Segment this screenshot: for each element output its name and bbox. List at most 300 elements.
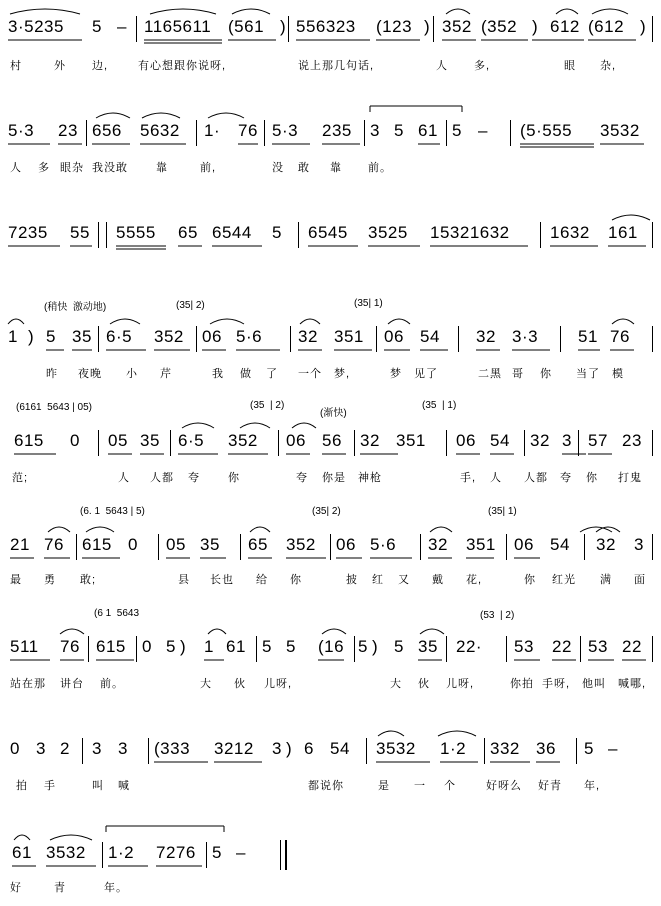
note-group: 05: [108, 431, 128, 450]
lyric: 儿呀,: [264, 678, 293, 690]
note-group: 6·5: [106, 327, 133, 346]
lyric: 喊哪,: [618, 678, 647, 690]
note-group: 35: [418, 637, 438, 656]
note-group: 06: [514, 535, 534, 554]
slur: [10, 9, 80, 14]
lyric: 敢: [298, 162, 310, 174]
lyric: 昨: [46, 368, 58, 380]
note-group: 3: [634, 535, 644, 554]
note-group: 5: [584, 739, 594, 758]
bar-line: [298, 222, 299, 248]
lyric: 大: [200, 678, 212, 690]
lyric: 眼杂: [60, 162, 84, 174]
lyric: 说上那几句话,: [298, 60, 375, 72]
lyric: 人都: [524, 472, 548, 484]
lyric: 你: [290, 574, 302, 586]
note-group: 51: [578, 327, 598, 346]
bar-line: [354, 636, 355, 662]
note-group: 6·5: [178, 431, 205, 450]
bar-line: [278, 430, 279, 456]
lyric: 你: [228, 472, 240, 484]
note-group: 6: [304, 739, 314, 758]
note-group: 54: [330, 739, 350, 758]
note-group: (352: [481, 17, 518, 36]
bar-line: [82, 738, 83, 764]
system-6-lyrics: [0, 572, 661, 588]
note-group: (123: [376, 17, 413, 36]
lyric: 前。: [368, 162, 392, 174]
lyric: 范;: [12, 472, 29, 484]
note-group: 3·3: [512, 327, 539, 346]
note-group: 5: [286, 637, 296, 656]
lyric: 花,: [466, 574, 483, 586]
accompaniment-marking: (53 | 2): [480, 610, 515, 621]
bar-line: [88, 636, 89, 662]
bar-line: [86, 120, 87, 146]
lyric: 打鬼: [618, 472, 642, 484]
system-8-lyrics: [0, 778, 661, 794]
bar-line: [206, 842, 207, 868]
bar-line: [354, 430, 355, 456]
note-group: 5: [272, 223, 282, 242]
note-group: 5: [394, 637, 404, 656]
note-group: 57: [588, 431, 608, 450]
note-group: 3: [562, 431, 572, 450]
note-group: 53: [588, 637, 608, 656]
note-group: 5·3: [8, 121, 35, 140]
slur: [430, 527, 452, 532]
note-group: 32: [360, 431, 380, 450]
note-group: 3: [92, 739, 102, 758]
note-group: ): [28, 327, 35, 346]
note-group: 5·6: [370, 535, 397, 554]
lyric: 人: [10, 162, 22, 174]
lyric: 年,: [584, 780, 601, 792]
note-group: 55: [70, 223, 90, 242]
lyric: 满: [600, 574, 612, 586]
system-1-notes: [0, 16, 661, 38]
bar-line: [652, 534, 653, 560]
note-group: 656: [92, 121, 122, 140]
bar-line: [136, 636, 137, 662]
lyric: 你拍: [510, 678, 534, 690]
slur: [96, 113, 130, 118]
note-group: 06: [456, 431, 476, 450]
lyric: 村: [10, 60, 22, 72]
bar-line: [170, 430, 171, 456]
note-group: 61: [12, 843, 32, 862]
bar-line: [136, 16, 137, 42]
note-group: ): [180, 637, 187, 656]
system-9-notes: [0, 842, 661, 864]
slur: [292, 423, 316, 428]
system-1-lyrics: [0, 58, 661, 74]
lyric: 多: [38, 162, 50, 174]
bar-line: [652, 636, 653, 662]
lyric: 手,: [460, 472, 477, 484]
note-group: 161: [608, 223, 638, 242]
lyric: 红: [372, 574, 384, 586]
lyric: 前,: [200, 162, 217, 174]
lyric: 芹: [160, 368, 172, 380]
note-group: ): [280, 17, 287, 36]
note-group: –: [608, 739, 618, 758]
note-group: ): [424, 17, 431, 36]
system-4-lyrics: [0, 366, 661, 382]
lyric: 边,: [92, 60, 109, 72]
note-group: 3532: [600, 121, 640, 140]
bar-line: [366, 738, 367, 764]
lyric: 手呀,: [542, 678, 571, 690]
bar-line: [446, 430, 447, 456]
bar-line: [576, 738, 577, 764]
slur: [8, 319, 24, 324]
slur: [48, 527, 70, 532]
bar-line: [580, 636, 581, 662]
note-group: 76: [238, 121, 258, 140]
bar-line: [433, 16, 434, 42]
final-bar-line-thick: [285, 840, 287, 870]
lyric: 好青: [538, 780, 562, 792]
lyric: 神枪: [358, 472, 382, 484]
lyric: 最: [10, 574, 22, 586]
lyric: 做: [240, 368, 252, 380]
note-group: ): [372, 637, 379, 656]
lyric: 夸: [296, 472, 308, 484]
lyric: 好呀么: [486, 780, 522, 792]
accompaniment-marking: (6 1 5643: [94, 608, 140, 619]
lyric: 给: [256, 574, 268, 586]
lyric: 伙: [234, 678, 246, 690]
note-group: 351: [466, 535, 496, 554]
note-group: 35: [200, 535, 220, 554]
note-group: 351: [334, 327, 364, 346]
lyric: 前。: [100, 678, 124, 690]
note-group: 5·3: [272, 121, 299, 140]
note-group: 22: [622, 637, 642, 656]
system-3-notes: [0, 222, 661, 244]
note-group: –: [236, 843, 246, 862]
note-group: 0: [142, 637, 152, 656]
slur: [208, 113, 244, 118]
note-group: 06: [286, 431, 306, 450]
system-2-lyrics: [0, 160, 661, 176]
lyric: 戴: [432, 574, 444, 586]
slur: [210, 319, 244, 324]
note-group: 1: [8, 327, 18, 346]
note-group: 352: [154, 327, 184, 346]
bar-line: [376, 326, 377, 352]
note-group: ): [286, 739, 293, 758]
note-group: 3: [370, 121, 380, 140]
note-group: 3·5235: [8, 17, 64, 36]
note-group: 3: [36, 739, 46, 758]
bar-line: [446, 120, 447, 146]
note-group: 06: [202, 327, 222, 346]
bar-line: [102, 842, 103, 868]
note-group: 1632: [550, 223, 590, 242]
lyric: 夸: [560, 472, 572, 484]
lyric: 是: [378, 780, 390, 792]
note-group: 32: [298, 327, 318, 346]
slur: [182, 423, 214, 428]
bar-line: [458, 326, 459, 352]
note-group: 54: [490, 431, 510, 450]
system-9-lyrics: [0, 880, 661, 896]
lyric: 模: [612, 368, 624, 380]
lyric: 你: [586, 472, 598, 484]
bar-line: [484, 738, 485, 764]
bar-line: [506, 636, 507, 662]
slur: [580, 527, 612, 532]
bar-line: [158, 534, 159, 560]
note-group: 76: [44, 535, 64, 554]
slur: [388, 319, 410, 324]
bar-line: [288, 16, 289, 42]
lyric: 个: [444, 780, 456, 792]
bar-line: [76, 534, 77, 560]
note-group: 615: [82, 535, 112, 554]
note-group: ): [640, 17, 647, 36]
lyric: 杂,: [600, 60, 617, 72]
accompaniment-marking: (35 | 2): [250, 400, 285, 411]
lyric: 叫: [92, 780, 104, 792]
lyric: 夜晚: [78, 368, 102, 380]
system-4-notes: [0, 326, 661, 348]
final-bar-line: [280, 840, 281, 870]
note-group: 3525: [368, 223, 408, 242]
note-group: 36: [536, 739, 556, 758]
note-group: 7235: [8, 223, 48, 242]
note-group: 61: [418, 121, 438, 140]
note-group: 5: [358, 637, 368, 656]
lyric: 外: [54, 60, 66, 72]
note-group: 352: [442, 17, 472, 36]
bar-line: [196, 120, 197, 146]
note-group: (5·555: [520, 121, 573, 140]
lyric: 手: [44, 780, 56, 792]
bar-line: [420, 534, 421, 560]
note-group: 351: [396, 431, 426, 450]
lyric: 披: [346, 574, 358, 586]
note-group: 23: [622, 431, 642, 450]
lyric: 好: [10, 882, 22, 894]
lyric: 一个: [298, 368, 322, 380]
note-group: 3: [272, 739, 282, 758]
bar-line: [652, 222, 653, 248]
lyric: 没: [272, 162, 284, 174]
note-group: 1·: [204, 121, 221, 140]
note-group: 65: [248, 535, 268, 554]
note-group: 1·2: [108, 843, 135, 862]
lyric: 你: [524, 574, 536, 586]
slur: [240, 423, 270, 428]
system-7-notes: [0, 636, 661, 658]
accompaniment-marking: (35| 2): [176, 300, 205, 311]
note-group: 5: [46, 327, 56, 346]
tempo-marking: (渐快): [320, 408, 347, 419]
lyric: 眼: [564, 60, 576, 72]
slur: [556, 9, 578, 14]
note-group: 2: [60, 739, 70, 758]
tempo-marking: (稍快 激动地): [44, 302, 107, 313]
slur: [208, 629, 226, 634]
note-group: 23: [58, 121, 78, 140]
slur: [250, 527, 270, 532]
lyric: 长也: [210, 574, 234, 586]
note-group: 332: [490, 739, 520, 758]
note-group: –: [478, 121, 488, 140]
bar-line: [364, 120, 365, 146]
slur: [232, 9, 270, 14]
lyric: 靠: [156, 162, 168, 174]
lyric: 儿呀,: [446, 678, 475, 690]
bar-line: [652, 430, 653, 456]
accompaniment-marking: (35| 2): [312, 506, 341, 517]
note-group: 54: [550, 535, 570, 554]
slur: [592, 9, 628, 14]
note-group: 61: [226, 637, 246, 656]
slur: [50, 835, 92, 840]
note-group: 7276: [156, 843, 196, 862]
slur: [142, 113, 180, 118]
note-group: 1·2: [440, 739, 467, 758]
slur: [612, 319, 634, 324]
lyric: 当了: [576, 368, 600, 380]
lyric: 伙: [418, 678, 430, 690]
note-group: ): [532, 17, 539, 36]
bar-line: [560, 326, 561, 352]
note-group: 22: [552, 637, 572, 656]
note-group: 32: [530, 431, 550, 450]
note-group: 06: [384, 327, 404, 346]
note-group: (16: [318, 637, 345, 656]
note-group: 56: [322, 431, 342, 450]
bar-line: [148, 738, 149, 764]
bar-line: [98, 430, 99, 456]
note-group: 5: [452, 121, 462, 140]
note-group: 05: [166, 535, 186, 554]
lyric: 都说你: [308, 780, 344, 792]
lyric: 我: [212, 368, 224, 380]
lyric: 你是: [322, 472, 346, 484]
note-group: 3532: [46, 843, 86, 862]
accompaniment-marking: (6161 5643 | 05): [16, 402, 92, 413]
bar-line: [652, 326, 653, 352]
slur: [420, 629, 444, 634]
slur: [300, 319, 320, 324]
note-group: 32: [428, 535, 448, 554]
lyric: 多,: [474, 60, 491, 72]
bar-line: [240, 534, 241, 560]
note-group: –: [117, 17, 127, 36]
note-group: 0: [70, 431, 80, 450]
lyric: 大: [390, 678, 402, 690]
note-group: 1: [204, 637, 214, 656]
note-group: 35: [72, 327, 92, 346]
note-group: (561: [228, 17, 265, 36]
lyric: 人都: [150, 472, 174, 484]
lyric: 站在那: [10, 678, 46, 690]
lyric: 人: [118, 472, 130, 484]
note-group: 5: [166, 637, 176, 656]
lyric: 面: [634, 574, 646, 586]
bar-line: [264, 120, 265, 146]
slur: [150, 9, 216, 14]
note-group: 615: [96, 637, 126, 656]
bar-line: [196, 326, 197, 352]
note-group: 0: [10, 739, 20, 758]
note-group: 5632: [140, 121, 180, 140]
lyric: 讲台: [60, 678, 84, 690]
note-group: 54: [420, 327, 440, 346]
accompaniment-marking: (35| 1): [488, 506, 517, 517]
lyric: 年。: [104, 882, 128, 894]
note-group: 65: [178, 223, 198, 242]
note-group: 32: [476, 327, 496, 346]
slur: [60, 629, 84, 634]
lyric: 夸: [188, 472, 200, 484]
note-group: 3: [118, 739, 128, 758]
lyric: 哥: [512, 368, 524, 380]
system-8-notes: [0, 738, 661, 760]
note-group: 3212: [214, 739, 254, 758]
note-group: 235: [322, 121, 352, 140]
note-group: 0: [128, 535, 138, 554]
system-7-lyrics: [0, 676, 661, 692]
lyric: 有心想跟你说呀,: [138, 60, 227, 72]
note-group: 5555: [116, 223, 156, 242]
lyric: 县: [178, 574, 190, 586]
lyric: 拍: [16, 780, 28, 792]
lyric: 见了: [414, 368, 438, 380]
slur: [110, 319, 140, 324]
bar-line: [256, 636, 257, 662]
bar-line: [106, 222, 107, 248]
note-group: 22·: [456, 637, 483, 656]
note-group: 5: [394, 121, 404, 140]
accompaniment-marking: (6. 1 5643 | 5): [80, 506, 145, 517]
lyric: 人: [490, 472, 502, 484]
note-group: 615: [14, 431, 44, 450]
bar-line: [98, 222, 99, 248]
slur: [378, 731, 404, 736]
slur: [14, 835, 30, 840]
bar-line: [506, 534, 507, 560]
bar-line: [652, 16, 653, 42]
note-group: 612: [550, 17, 580, 36]
bar-line: [524, 430, 525, 456]
bar-line: [578, 430, 579, 456]
bar-line: [446, 636, 447, 662]
bar-line: [510, 120, 511, 146]
bar-line: [330, 534, 331, 560]
lyric: 小: [126, 368, 138, 380]
lyric: 靠: [330, 162, 342, 174]
lyric: 了: [266, 368, 278, 380]
note-group: 352: [286, 535, 316, 554]
note-group: 15321632: [430, 223, 510, 242]
note-group: 5: [92, 17, 102, 36]
lyric: 青: [54, 882, 66, 894]
note-group: 76: [610, 327, 630, 346]
note-group: 5·6: [236, 327, 263, 346]
slur: [612, 215, 650, 220]
system-5-lyrics: [0, 470, 661, 486]
bar-line: [540, 222, 541, 248]
lyric: 红光: [552, 574, 576, 586]
note-group: 6544: [212, 223, 252, 242]
